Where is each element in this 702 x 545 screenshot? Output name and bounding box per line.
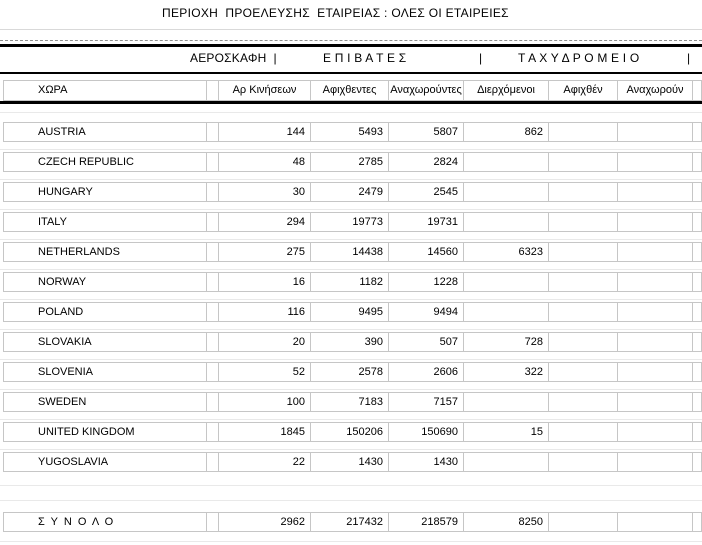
cell-spacer [207, 363, 219, 381]
cell-arrived: 9495 [311, 303, 389, 321]
cell-spacer [207, 273, 219, 291]
cell-country: SLOVENIA [4, 363, 207, 381]
cell-departing: 5807 [389, 123, 464, 141]
cell-mail-arrived [549, 393, 618, 411]
cell-mail-arrived [549, 273, 618, 291]
cell-arrived: 2785 [311, 153, 389, 171]
cell-country: POLAND [4, 303, 207, 321]
cell-departing: 7157 [389, 393, 464, 411]
cell-country: HUNGARY [4, 183, 207, 201]
cell-transit: 862 [464, 123, 549, 141]
cell-country: SWEDEN [4, 393, 207, 411]
cell-total-arrived: 217432 [311, 513, 389, 531]
cell-spacer [207, 213, 219, 231]
cell-country: NORWAY [4, 273, 207, 291]
cell-total-mail-departing [618, 513, 693, 531]
cell-transit: 728 [464, 333, 549, 351]
cell-mail-departing [618, 123, 693, 141]
gridline [0, 449, 702, 450]
cell-departing: 1228 [389, 273, 464, 291]
table-row [3, 422, 702, 442]
cell-departing: 2545 [389, 183, 464, 201]
cell-spacer [207, 393, 219, 411]
cell-mail-arrived [549, 363, 618, 381]
table-row [3, 332, 702, 352]
cell-transit [464, 273, 549, 291]
cell-edge [693, 423, 701, 441]
cell-country: NETHERLANDS [4, 243, 207, 261]
cell-movements: 275 [219, 243, 311, 261]
cell-arrived: 1182 [311, 273, 389, 291]
table-row [3, 122, 702, 142]
group-header-passengers: Ε Π Ι Β Α Τ Ε Σ [323, 51, 407, 65]
cell-movements: 52 [219, 363, 311, 381]
cell-mail-arrived [549, 183, 618, 201]
heavy-rule-mid [0, 72, 702, 74]
total-row [3, 512, 702, 532]
gridline [0, 209, 702, 210]
cell-country: YUGOSLAVIA [4, 453, 207, 471]
cell-country: SLOVAKIA [4, 333, 207, 351]
gridline [0, 359, 702, 360]
divider-line [0, 29, 702, 30]
cell-departing: 9494 [389, 303, 464, 321]
cell-edge [693, 303, 701, 321]
column-header-departing: Αναχωρούντες [389, 81, 464, 100]
cell-spacer [207, 183, 219, 201]
cell-spacer [207, 243, 219, 261]
gridline [0, 269, 702, 270]
cell-departing: 19731 [389, 213, 464, 231]
table-row [3, 242, 702, 262]
cell-spacer [207, 303, 219, 321]
gridline [0, 112, 702, 113]
gridline [0, 299, 702, 300]
cell-country: ITALY [4, 213, 207, 231]
cell-movements: 16 [219, 273, 311, 291]
cell-mail-departing [618, 333, 693, 351]
cell-mail-departing [618, 213, 693, 231]
cell-edge [693, 81, 701, 100]
cell-arrived: 150206 [311, 423, 389, 441]
page-break-dashed-line [0, 40, 702, 41]
table-row [3, 362, 702, 382]
cell-arrived: 2479 [311, 183, 389, 201]
cell-arrived: 14438 [311, 243, 389, 261]
cell-edge [693, 273, 701, 291]
gridline [0, 485, 702, 486]
cell-movements: 294 [219, 213, 311, 231]
column-header-country: ΧΩΡΑ [4, 81, 207, 100]
cell-spacer [207, 153, 219, 171]
table-row [3, 182, 702, 202]
cell-mail-arrived [549, 333, 618, 351]
cell-movements: 116 [219, 303, 311, 321]
cell-mail-arrived [549, 153, 618, 171]
cell-edge [693, 453, 701, 471]
column-header-transit: Διερχόμενοι [464, 81, 549, 100]
cell-mail-departing [618, 393, 693, 411]
cell-arrived: 5493 [311, 123, 389, 141]
table-row [3, 272, 702, 292]
cell-departing: 2824 [389, 153, 464, 171]
cell-country: UNITED KINGDOM [4, 423, 207, 441]
table-row [3, 302, 702, 322]
cell-edge [693, 393, 701, 411]
cell-movements: 22 [219, 453, 311, 471]
cell-arrived: 19773 [311, 213, 389, 231]
cell-movements: 30 [219, 183, 311, 201]
table-row [3, 152, 702, 172]
cell-transit [464, 183, 549, 201]
cell-total-label: Σ Υ Ν Ο Λ Ο [4, 513, 207, 531]
cell-spacer [207, 333, 219, 351]
group-divider-mail: | [687, 51, 691, 65]
cell-departing: 1430 [389, 453, 464, 471]
cell-spacer [207, 453, 219, 471]
cell-edge [693, 363, 701, 381]
table-row [3, 452, 702, 472]
gridline [0, 419, 702, 420]
cell-total-mail-arrived [549, 513, 618, 531]
cell-spacer [207, 81, 219, 100]
group-header-mail: Τ Α Χ Υ Δ Ρ Ο Μ Ε Ι Ο [518, 51, 640, 65]
cell-country: CZECH REPUBLIC [4, 153, 207, 171]
cell-edge [693, 243, 701, 261]
table-row [3, 212, 702, 232]
cell-transit [464, 213, 549, 231]
heavy-rule-top [0, 44, 702, 47]
cell-mail-departing [618, 303, 693, 321]
cell-transit: 15 [464, 423, 549, 441]
table-row [3, 392, 702, 412]
column-header-mail-departing: Αναχωρούν [618, 81, 693, 100]
cell-mail-departing [618, 363, 693, 381]
column-header-movements: Αρ Κινήσεων [219, 81, 311, 100]
column-header-arrived: Αφιχθεντες [311, 81, 389, 100]
cell-spacer [207, 423, 219, 441]
cell-mail-arrived [549, 243, 618, 261]
heavy-rule-under-header [0, 101, 702, 104]
cell-arrived: 2578 [311, 363, 389, 381]
cell-total-transit: 8250 [464, 513, 549, 531]
column-header-row [3, 80, 702, 101]
cell-edge [693, 183, 701, 201]
cell-transit: 6323 [464, 243, 549, 261]
cell-mail-departing [618, 183, 693, 201]
cell-mail-departing [618, 453, 693, 471]
cell-transit [464, 393, 549, 411]
column-header-mail-arrived: Αφιχθέν [549, 81, 618, 100]
cell-edge [693, 213, 701, 231]
cell-arrived: 1430 [311, 453, 389, 471]
cell-mail-departing [618, 243, 693, 261]
cell-mail-arrived [549, 453, 618, 471]
cell-departing: 507 [389, 333, 464, 351]
gridline [0, 500, 702, 501]
cell-total-departing: 218579 [389, 513, 464, 531]
cell-arrived: 7183 [311, 393, 389, 411]
gridline [0, 149, 702, 150]
gridline [0, 541, 702, 542]
cell-spacer [207, 123, 219, 141]
cell-edge [693, 123, 701, 141]
cell-movements: 1845 [219, 423, 311, 441]
cell-country: AUSTRIA [4, 123, 207, 141]
cell-departing: 14560 [389, 243, 464, 261]
cell-departing: 2606 [389, 363, 464, 381]
cell-spacer [207, 513, 219, 531]
cell-mail-arrived [549, 423, 618, 441]
gridline [0, 239, 702, 240]
cell-movements: 144 [219, 123, 311, 141]
cell-departing: 150690 [389, 423, 464, 441]
cell-mail-departing [618, 423, 693, 441]
cell-mail-departing [618, 273, 693, 291]
cell-transit: 322 [464, 363, 549, 381]
group-header-aircraft: ΑΕΡΟΣΚΑΦΗ | [190, 51, 277, 65]
cell-transit [464, 153, 549, 171]
cell-mail-arrived [549, 303, 618, 321]
cell-edge [693, 333, 701, 351]
gridline [0, 329, 702, 330]
page-title: ΠΕΡΙΟΧΗ ΠΡΟΕΛΕΥΣΗΣ ΕΤΑΙΡΕΙΑΣ : ΟΛΕΣ ΟΙ ΕΤΑΙΡΕΙΕΣ [162, 6, 509, 20]
cell-movements: 20 [219, 333, 311, 351]
gridline [0, 389, 702, 390]
cell-movements: 48 [219, 153, 311, 171]
cell-transit [464, 453, 549, 471]
cell-edge [693, 153, 701, 171]
cell-total-movements: 2962 [219, 513, 311, 531]
cell-transit [464, 303, 549, 321]
group-divider-passengers: | [479, 51, 483, 65]
cell-mail-arrived [549, 213, 618, 231]
gridline [0, 179, 702, 180]
cell-mail-departing [618, 153, 693, 171]
cell-arrived: 390 [311, 333, 389, 351]
cell-mail-arrived [549, 123, 618, 141]
cell-edge [693, 513, 701, 531]
cell-movements: 100 [219, 393, 311, 411]
